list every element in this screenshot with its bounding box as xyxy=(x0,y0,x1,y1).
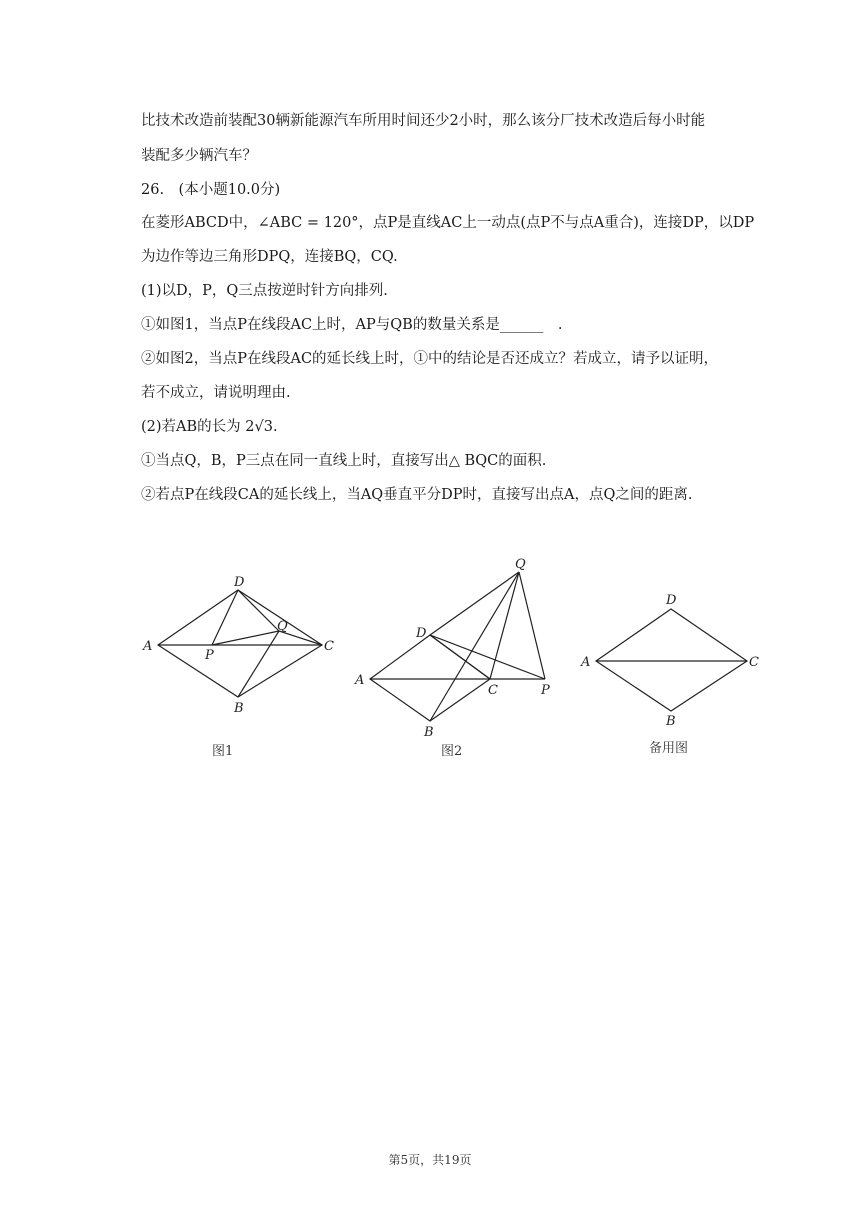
part-2-condition: (2)若AB的长为 2√3. xyxy=(141,419,278,435)
fig3-label-c: C xyxy=(749,655,759,670)
part-1-instruction: (1)以D，P，Q三点按逆时针方向排列. xyxy=(141,283,388,299)
fig2-segment-qb xyxy=(430,572,519,721)
problem-26-statement-line-1: 在菱形ABCD中，∠ABC = 120°，点P是直线AC上一动点(点P不与点A重合)，连接DP，以DP xyxy=(141,215,755,231)
fig2-label-a: A xyxy=(355,673,365,688)
fig2-segment-qp xyxy=(519,572,545,679)
fig2-label-d: D xyxy=(416,626,427,641)
part-1-question-2-line-2: 若不成立，请说明理由. xyxy=(141,385,291,401)
fig2-segment-dp xyxy=(430,635,545,679)
fig2-label-q: Q xyxy=(515,557,526,572)
fig1-label-c: C xyxy=(324,639,334,654)
fig1-label-b: B xyxy=(234,701,244,716)
fig2-label-p: P xyxy=(541,683,550,698)
fig3-caption: 备用图 xyxy=(649,741,689,756)
fig2-caption: 图2 xyxy=(441,744,463,759)
problem-25-text-line-1: 比技术改造前装配30辆新能源汽车所用时间还少2小时，那么该分厂技术改造后每小时能 xyxy=(141,113,706,129)
page-footer: 第5页，共19页 xyxy=(388,1153,472,1167)
fig2-rhombus-abcd xyxy=(370,635,490,721)
problem-25-text-line-2: 装配多少辆汽车？ xyxy=(141,148,257,164)
fig3-label-d: D xyxy=(666,593,677,608)
fig1-caption: 图1 xyxy=(212,744,234,759)
fig2-segment-dq xyxy=(430,572,519,635)
problem-26-heading: 26. (本小题10.0分) xyxy=(141,182,281,198)
part-2-question-2: ②若点P在线段CA的延长线上，当AQ垂直平分DP时，直接写出点A，点Q之间的距离. xyxy=(141,487,693,503)
fig1-label-a: A xyxy=(143,639,153,654)
fig3-label-a: A xyxy=(581,655,591,670)
fig1-label-d: D xyxy=(234,575,245,590)
fig1-label-p: P xyxy=(205,648,214,663)
fig1-segment-pq xyxy=(212,631,279,645)
problem-26-statement-line-2: 为边作等边三角形DPQ，连接BQ，CQ. xyxy=(141,249,398,265)
fig2-label-b: B xyxy=(424,725,434,740)
part-1-question-2-line-1: ②如图2，当点P在线段AC的延长线上时，①中的结论是否还成立？若成立，请予以证明， xyxy=(141,351,719,367)
fig2-label-c: C xyxy=(488,683,498,698)
fig1-segment-bq xyxy=(238,631,279,697)
fig3-rhombus-abcd xyxy=(596,609,747,711)
fig1-rhombus-abcd xyxy=(158,590,322,697)
part-2-question-1: ①当点Q，B，P三点在同一直线上时，直接写出△ BQC的面积. xyxy=(141,453,547,469)
fig1-segment-dq xyxy=(238,590,279,631)
part-1-question-1: ①如图1，当点P在线段AC上时，AP与QB的数量关系是______ . xyxy=(141,317,563,333)
fig3-label-b: B xyxy=(666,714,676,729)
fig1-label-q: Q xyxy=(277,619,288,634)
